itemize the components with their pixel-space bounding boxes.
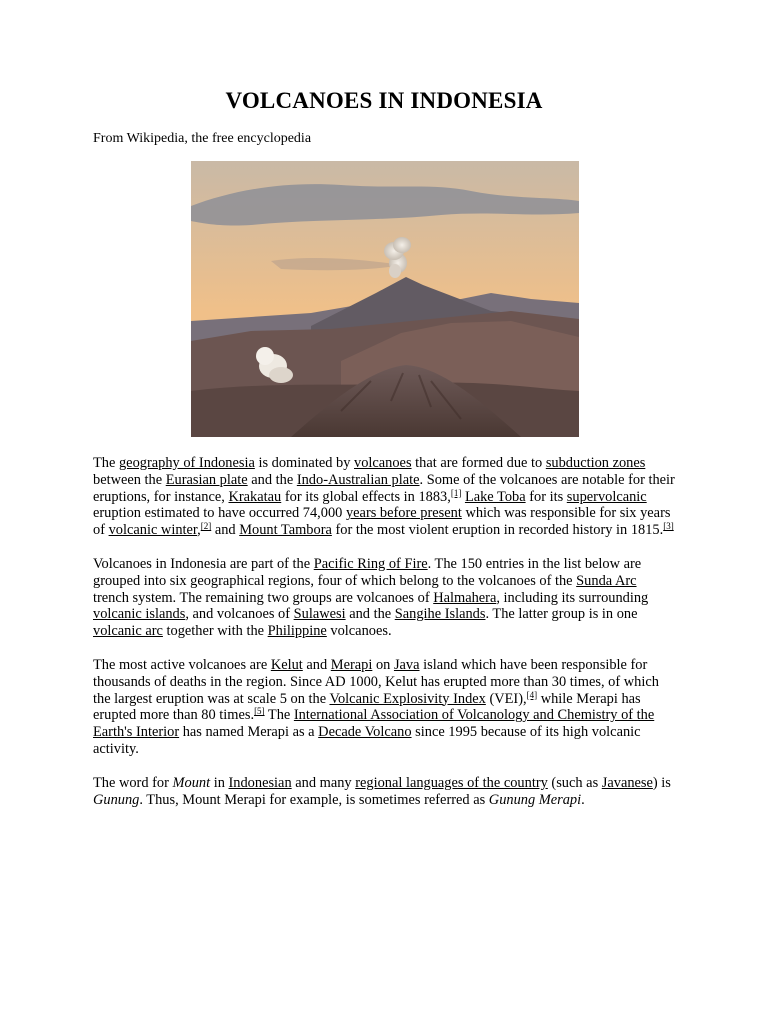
text: eruption estimated to have occurred 74,000: [93, 505, 346, 522]
reference-5[interactable]: [254, 706, 265, 716]
text: between the: [93, 471, 166, 488]
emphasis-mount: Mount: [172, 774, 211, 791]
link-mount-tambora[interactable]: Mount Tambora: [239, 522, 332, 539]
emphasis-gunung-merapi: Gunung Merapi: [488, 791, 582, 808]
link-regional-languages[interactable]: regional languages of the country: [355, 774, 548, 791]
link-volcanic-explosivity-index[interactable]: Volcanic Explosivity Index: [329, 690, 486, 707]
text: for its global effects in 1883,: [281, 488, 451, 505]
link-halmahera[interactable]: Halmahera: [433, 589, 497, 606]
text: .: [581, 791, 585, 808]
link-philippine[interactable]: Philippine: [267, 623, 327, 640]
link-sangihe-islands[interactable]: Sangihe Islands: [394, 606, 486, 623]
text: island which have been responsible for thousands of deaths in the region. Since AD 1000, Kelut has erupted more than 30 times, of which the largest eruption was at scale 5 on the: [93, 656, 659, 707]
text: . Thus, Mount Merapi for example, is sometimes referred as: [139, 791, 489, 808]
text: . Some of the volcanoes are notable for their eruptions, for instance,: [93, 471, 675, 505]
text: for the most violent eruption in recorded history in 1815.: [331, 522, 664, 539]
link-volcanic-arc[interactable]: volcanic arc: [93, 623, 163, 640]
paragraph-4: [93, 775, 676, 809]
reference-link[interactable]: [3]: [663, 521, 674, 532]
volcano-photo: [191, 161, 579, 437]
text: . The latter group is in one: [485, 606, 638, 623]
text: ,: [197, 522, 201, 539]
page-subtitle: From Wikipedia, the free encyclopedia: [93, 131, 312, 146]
text: , and volcanoes of: [185, 606, 294, 623]
text: trench system. The remaining two groups are volcanoes of: [93, 589, 434, 606]
text: ) is: [652, 774, 671, 791]
reference-4[interactable]: [527, 690, 538, 700]
link-geography-of-indonesia[interactable]: geography of Indonesia: [118, 455, 255, 471]
link-volcanic-islands[interactable]: volcanic islands: [93, 606, 186, 623]
link-pacific-ring-of-fire[interactable]: Pacific Ring of Fire: [313, 555, 428, 572]
emphasis-gunung: Gunung: [93, 791, 140, 808]
text: . The 150 entries in the list below are grouped into six geographical regions, four of which belong to the volcanoes of the: [93, 555, 642, 589]
text: and: [302, 656, 331, 673]
link-subduction-zones[interactable]: subduction zones: [545, 455, 646, 471]
page-title: VOLCANOES IN INDONESIA: [225, 88, 543, 113]
text: in: [210, 774, 229, 791]
text: The word for: [93, 774, 173, 791]
link-supervolcanic[interactable]: supervolcanic: [566, 488, 647, 505]
text: and many: [291, 774, 356, 791]
link-kelut[interactable]: Kelut: [270, 656, 303, 673]
text: together with the: [162, 623, 268, 640]
link-sunda-arc[interactable]: Sunda Arc: [576, 572, 637, 589]
reference-link[interactable]: [2]: [200, 521, 212, 532]
text: while Merapi has erupted more than 80 times.: [93, 690, 641, 724]
text: The most active volcanoes are: [93, 656, 271, 673]
text: The: [93, 455, 119, 471]
text: and the: [345, 606, 395, 623]
reference-link[interactable]: [4]: [526, 689, 538, 700]
text: (VEI),: [485, 690, 527, 707]
link-lake-toba[interactable]: Lake Toba: [464, 488, 526, 505]
link-decade-volcano[interactable]: Decade Volcano: [318, 724, 412, 741]
paragraph-3: [93, 657, 676, 758]
article-body: [93, 455, 676, 825]
text: which was responsible for six years of: [93, 505, 671, 539]
link-indo-australian-plate[interactable]: Indo-Australian plate: [296, 471, 420, 488]
text: on: [372, 656, 394, 673]
text: is dominated by: [254, 455, 354, 471]
link-iavcei[interactable]: International Association of Volcanology and Chemistry of the Earth's Interior: [93, 707, 655, 741]
reference-1[interactable]: [451, 488, 462, 498]
reference-2[interactable]: [201, 521, 212, 531]
paragraph-1: [93, 455, 676, 539]
reference-3[interactable]: [663, 521, 674, 531]
link-krakatau[interactable]: Krakatau: [228, 488, 282, 505]
link-merapi[interactable]: Merapi: [330, 656, 373, 673]
text: and: [211, 522, 240, 539]
link-indonesian[interactable]: Indonesian: [228, 774, 292, 791]
link-java[interactable]: Java: [393, 656, 420, 673]
text: volcanoes.: [326, 623, 392, 640]
text: Volcanoes in Indonesia are part of the: [93, 555, 314, 572]
text: that are formed due to: [411, 455, 546, 471]
paragraph-2: [93, 556, 676, 640]
text: The: [264, 707, 294, 724]
link-javanese[interactable]: Javanese: [601, 774, 653, 791]
reference-link[interactable]: [5]: [254, 706, 265, 717]
text: since 1995 because of its high volcanic activity.: [93, 724, 641, 757]
link-volcanoes[interactable]: volcanoes: [354, 455, 412, 471]
text: for its: [525, 488, 567, 505]
link-eurasian-plate[interactable]: Eurasian plate: [165, 471, 248, 488]
text: has named Merapi as a: [179, 724, 319, 741]
reference-link[interactable]: [1]: [450, 487, 462, 498]
text: and the: [247, 471, 297, 488]
link-years-before-present[interactable]: years before present: [345, 505, 462, 522]
text: (such as: [547, 774, 602, 791]
link-sulawesi[interactable]: Sulawesi: [293, 606, 346, 623]
text: , including its surrounding: [496, 589, 649, 606]
link-volcanic-winter[interactable]: volcanic winter: [108, 522, 198, 539]
